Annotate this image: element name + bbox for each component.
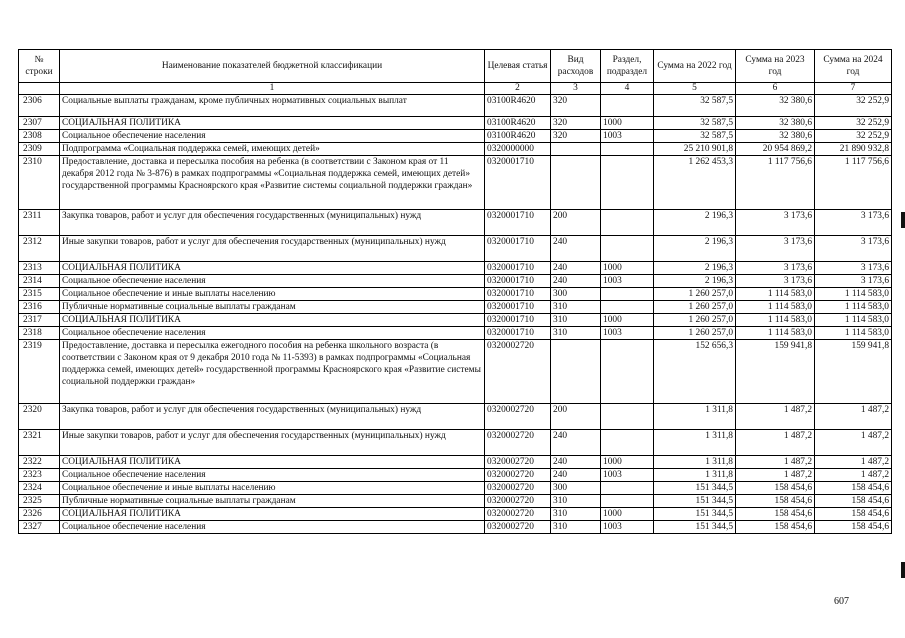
- sum-2024-cell: 3 173,6: [815, 262, 892, 275]
- row-number-cell: 2311: [19, 210, 60, 236]
- target-article-cell: 0320001710: [485, 262, 551, 275]
- expense-type-cell: 310: [551, 495, 601, 508]
- sum-2024-cell: 158 454,6: [815, 482, 892, 495]
- indicator-name-cell: СОЦИАЛЬНАЯ ПОЛИТИКА: [60, 314, 485, 327]
- section-cell: [601, 143, 654, 156]
- sum-2023-cell: 1 114 583,0: [736, 327, 815, 340]
- sum-2023-cell: 32 380,6: [736, 130, 815, 143]
- expense-type-cell: 300: [551, 288, 601, 301]
- sum-2024-cell: 1 487,2: [815, 469, 892, 482]
- sum-2024-cell: 1 114 583,0: [815, 327, 892, 340]
- expense-type-cell: 310: [551, 301, 601, 314]
- indicator-name-cell: Социальное обеспечение населения: [60, 469, 485, 482]
- sum-2022-cell: 1 311,8: [654, 456, 736, 469]
- sum-2023-cell: 3 173,6: [736, 210, 815, 236]
- page-number: 607: [834, 596, 849, 607]
- indicator-name-cell: СОЦИАЛЬНАЯ ПОЛИТИКА: [60, 262, 485, 275]
- section-cell: 1000: [601, 117, 654, 130]
- sum-2024-cell: 1 114 583,0: [815, 314, 892, 327]
- row-number-cell: 2326: [19, 508, 60, 521]
- scan-edge-mark: [901, 562, 905, 578]
- header-row-number: № строки: [19, 50, 60, 83]
- sum-2022-cell: 25 210 901,8: [654, 143, 736, 156]
- target-article-cell: 0320002720: [485, 430, 551, 456]
- table-row: [19, 508, 892, 521]
- sum-2024-cell: 3 173,6: [815, 275, 892, 288]
- row-number-cell: 2319: [19, 340, 60, 404]
- column-number: 1: [60, 83, 485, 95]
- section-cell: [601, 482, 654, 495]
- sum-2023-cell: 1 487,2: [736, 469, 815, 482]
- indicator-name-cell: Иные закупки товаров, работ и услуг для обеспечения государственных (муниципальных) нужд: [60, 236, 485, 262]
- target-article-cell: 0320000000: [485, 143, 551, 156]
- expense-type-cell: 310: [551, 521, 601, 534]
- target-article-cell: 0320002720: [485, 404, 551, 430]
- indicator-name-cell: Публичные нормативные социальные выплаты гражданам: [60, 301, 485, 314]
- target-article-cell: 0320002720: [485, 469, 551, 482]
- expense-type-cell: 240: [551, 275, 601, 288]
- row-number-cell: 2315: [19, 288, 60, 301]
- expense-type-cell: [551, 340, 601, 404]
- row-number-cell: 2316: [19, 301, 60, 314]
- section-cell: 1003: [601, 327, 654, 340]
- header-indicator-name: Наименование показателей бюджетной классификации: [60, 50, 485, 83]
- indicator-name-cell: Социальное обеспечение и иные выплаты населению: [60, 482, 485, 495]
- expense-type-cell: 200: [551, 404, 601, 430]
- sum-2024-cell: 158 454,6: [815, 521, 892, 534]
- sum-2022-cell: 1 260 257,0: [654, 314, 736, 327]
- table-row: [19, 95, 892, 117]
- section-cell: [601, 95, 654, 117]
- target-article-cell: 03100R4620: [485, 95, 551, 117]
- row-number-cell: 2321: [19, 430, 60, 456]
- sum-2023-cell: 1 487,2: [736, 404, 815, 430]
- sum-2024-cell: 32 252,9: [815, 130, 892, 143]
- expense-type-cell: 320: [551, 95, 601, 117]
- row-number-cell: 2308: [19, 130, 60, 143]
- target-article-cell: 0320001710: [485, 210, 551, 236]
- target-article-cell: 0320001710: [485, 301, 551, 314]
- row-number-cell: 2306: [19, 95, 60, 117]
- sum-2022-cell: 1 260 257,0: [654, 301, 736, 314]
- sum-2024-cell: 3 173,6: [815, 236, 892, 262]
- sum-2022-cell: 2 196,3: [654, 210, 736, 236]
- table-row: [19, 301, 892, 314]
- expense-type-cell: 320: [551, 130, 601, 143]
- table-row: [19, 117, 892, 130]
- section-cell: [601, 236, 654, 262]
- sum-2022-cell: 1 260 257,0: [654, 288, 736, 301]
- sum-2023-cell: 32 380,6: [736, 95, 815, 117]
- table-row: [19, 456, 892, 469]
- sum-2022-cell: 32 587,5: [654, 130, 736, 143]
- sum-2022-cell: 1 262 453,3: [654, 156, 736, 210]
- column-number: 7: [815, 83, 892, 95]
- target-article-cell: 0320002720: [485, 482, 551, 495]
- expense-type-cell: 310: [551, 327, 601, 340]
- row-number-cell: 2322: [19, 456, 60, 469]
- table-row: [19, 314, 892, 327]
- sum-2022-cell: 1 311,8: [654, 469, 736, 482]
- target-article-cell: 03100R4620: [485, 130, 551, 143]
- row-number-cell: 2327: [19, 521, 60, 534]
- sum-2024-cell: 158 454,6: [815, 495, 892, 508]
- sum-2022-cell: 32 587,5: [654, 95, 736, 117]
- section-cell: [601, 156, 654, 210]
- table-row: [19, 275, 892, 288]
- sum-2023-cell: 1 114 583,0: [736, 301, 815, 314]
- sum-2024-cell: 1 114 583,0: [815, 288, 892, 301]
- indicator-name-cell: Предоставление, доставка и пересылка пособия на ребенка (в соответствии с Законом края от 11 декабря 2012 года № 3-876) в рамках подпрограммы «Социальная поддержка семей, имеющих детей» государственной программы Красноярского края «Развитие системы социальной поддержки граждан»: [60, 156, 485, 210]
- sum-2023-cell: 3 173,6: [736, 262, 815, 275]
- sum-2024-cell: 159 941,8: [815, 340, 892, 404]
- column-number: 5: [654, 83, 736, 95]
- section-cell: 1003: [601, 275, 654, 288]
- row-number-cell: 2307: [19, 117, 60, 130]
- header-target-article: Целевая статья: [485, 50, 551, 83]
- row-number-cell: 2318: [19, 327, 60, 340]
- sum-2023-cell: 20 954 869,2: [736, 143, 815, 156]
- expense-type-cell: 240: [551, 456, 601, 469]
- target-article-cell: 0320002720: [485, 495, 551, 508]
- indicator-name-cell: Социальное обеспечение населения: [60, 275, 485, 288]
- sum-2023-cell: 1 114 583,0: [736, 288, 815, 301]
- table-row: [19, 521, 892, 534]
- sum-2022-cell: 152 656,3: [654, 340, 736, 404]
- section-cell: 1003: [601, 521, 654, 534]
- indicator-name-cell: Социальное обеспечение населения: [60, 130, 485, 143]
- sum-2023-cell: 158 454,6: [736, 508, 815, 521]
- target-article-cell: 0320001710: [485, 327, 551, 340]
- row-number-cell: 2325: [19, 495, 60, 508]
- indicator-name-cell: Публичные нормативные социальные выплаты гражданам: [60, 495, 485, 508]
- header-expense-type: Вид расходов: [551, 50, 601, 83]
- sum-2023-cell: 3 173,6: [736, 275, 815, 288]
- section-cell: 1003: [601, 469, 654, 482]
- expense-type-cell: 300: [551, 482, 601, 495]
- table-body: [19, 95, 892, 534]
- table-row: [19, 262, 892, 275]
- sum-2023-cell: 1 487,2: [736, 456, 815, 469]
- row-number-cell: 2320: [19, 404, 60, 430]
- indicator-name-cell: Социальное обеспечение и иные выплаты населению: [60, 288, 485, 301]
- section-cell: [601, 340, 654, 404]
- row-number-cell: 2324: [19, 482, 60, 495]
- sum-2024-cell: 158 454,6: [815, 508, 892, 521]
- section-cell: 1000: [601, 508, 654, 521]
- indicator-name-cell: Предоставление, доставка и пересылка ежегодного пособия на ребенка школьного возраста (в соответствии с Законом края от 9 декабря 2010 года № 11-5393) в рамках подпрограммы «Социальная поддержка семей, имеющих детей» государственной программы Красноярского края «Развитие системы социальной поддержки граждан»: [60, 340, 485, 404]
- target-article-cell: 0320001710: [485, 156, 551, 210]
- target-article-cell: 0320002720: [485, 521, 551, 534]
- expense-type-cell: 240: [551, 430, 601, 456]
- sum-2024-cell: 1 117 756,6: [815, 156, 892, 210]
- sum-2023-cell: 3 173,6: [736, 236, 815, 262]
- table-row: [19, 340, 892, 404]
- indicator-name-cell: Подпрограмма «Социальная поддержка семей, имеющих детей»: [60, 143, 485, 156]
- table-header: [19, 50, 892, 95]
- indicator-name-cell: Иные закупки товаров, работ и услуг для обеспечения государственных (муниципальных) нужд: [60, 430, 485, 456]
- expense-type-cell: 240: [551, 236, 601, 262]
- header-sum-2023: Сумма на 2023 год: [736, 50, 815, 83]
- expense-type-cell: [551, 143, 601, 156]
- column-number: 4: [601, 83, 654, 95]
- budget-table: [18, 49, 892, 534]
- sum-2022-cell: 1 311,8: [654, 404, 736, 430]
- column-number: 3: [551, 83, 601, 95]
- table-row: [19, 143, 892, 156]
- indicator-name-cell: Социальное обеспечение населения: [60, 521, 485, 534]
- sum-2023-cell: 32 380,6: [736, 117, 815, 130]
- expense-type-cell: 200: [551, 210, 601, 236]
- indicator-name-cell: Социальные выплаты гражданам, кроме публичных нормативных социальных выплат: [60, 95, 485, 117]
- header-sum-2024: Сумма на 2024 год: [815, 50, 892, 83]
- section-cell: 1000: [601, 262, 654, 275]
- table-row: [19, 210, 892, 236]
- sum-2022-cell: 151 344,5: [654, 482, 736, 495]
- row-number-cell: 2310: [19, 156, 60, 210]
- indicator-name-cell: СОЦИАЛЬНАЯ ПОЛИТИКА: [60, 456, 485, 469]
- column-number: 2: [485, 83, 551, 95]
- indicator-name-cell: Закупка товаров, работ и услуг для обеспечения государственных (муниципальных) нужд: [60, 210, 485, 236]
- sum-2022-cell: 151 344,5: [654, 521, 736, 534]
- table-row: [19, 236, 892, 262]
- expense-type-cell: 240: [551, 469, 601, 482]
- section-cell: [601, 404, 654, 430]
- sum-2023-cell: 158 454,6: [736, 521, 815, 534]
- table-row: [19, 288, 892, 301]
- target-article-cell: 0320001710: [485, 314, 551, 327]
- sum-2023-cell: 159 941,8: [736, 340, 815, 404]
- column-number: 6: [736, 83, 815, 95]
- sum-2022-cell: 1 260 257,0: [654, 327, 736, 340]
- section-cell: [601, 430, 654, 456]
- sum-2022-cell: 2 196,3: [654, 262, 736, 275]
- sum-2024-cell: 1 487,2: [815, 404, 892, 430]
- section-cell: 1000: [601, 456, 654, 469]
- sum-2024-cell: 3 173,6: [815, 210, 892, 236]
- table-row: [19, 495, 892, 508]
- table-row: [19, 404, 892, 430]
- sum-2022-cell: 2 196,3: [654, 275, 736, 288]
- target-article-cell: 0320002720: [485, 340, 551, 404]
- indicator-name-cell: Социальное обеспечение населения: [60, 327, 485, 340]
- sum-2024-cell: 32 252,9: [815, 95, 892, 117]
- target-article-cell: 0320001710: [485, 275, 551, 288]
- indicator-name-cell: Закупка товаров, работ и услуг для обеспечения государственных (муниципальных) нужд: [60, 404, 485, 430]
- row-number-cell: 2312: [19, 236, 60, 262]
- sum-2023-cell: 1 114 583,0: [736, 314, 815, 327]
- sum-2022-cell: 1 311,8: [654, 430, 736, 456]
- expense-type-cell: 320: [551, 117, 601, 130]
- indicator-name-cell: СОЦИАЛЬНАЯ ПОЛИТИКА: [60, 508, 485, 521]
- sum-2022-cell: 151 344,5: [654, 495, 736, 508]
- section-cell: [601, 288, 654, 301]
- row-number-cell: 2309: [19, 143, 60, 156]
- sum-2023-cell: 158 454,6: [736, 482, 815, 495]
- sum-2023-cell: 1 117 756,6: [736, 156, 815, 210]
- expense-type-cell: 310: [551, 314, 601, 327]
- sum-2023-cell: 1 487,2: [736, 430, 815, 456]
- section-cell: [601, 301, 654, 314]
- row-number-cell: 2317: [19, 314, 60, 327]
- header-sum-2022: Сумма на 2022 год: [654, 50, 736, 83]
- scan-edge-mark: [901, 212, 905, 228]
- expense-type-cell: 310: [551, 508, 601, 521]
- sum-2024-cell: 1 114 583,0: [815, 301, 892, 314]
- indicator-name-cell: СОЦИАЛЬНАЯ ПОЛИТИКА: [60, 117, 485, 130]
- column-number-row: [19, 83, 892, 95]
- target-article-cell: 0320002720: [485, 456, 551, 469]
- table-row: [19, 327, 892, 340]
- target-article-cell: 0320001710: [485, 236, 551, 262]
- column-number: [19, 83, 60, 95]
- sum-2022-cell: 151 344,5: [654, 508, 736, 521]
- expense-type-cell: [551, 156, 601, 210]
- row-number-cell: 2323: [19, 469, 60, 482]
- sum-2022-cell: 2 196,3: [654, 236, 736, 262]
- sum-2022-cell: 32 587,5: [654, 117, 736, 130]
- section-cell: 1003: [601, 130, 654, 143]
- table-row: [19, 130, 892, 143]
- row-number-cell: 2313: [19, 262, 60, 275]
- section-cell: [601, 495, 654, 508]
- sum-2024-cell: 1 487,2: [815, 430, 892, 456]
- sum-2023-cell: 158 454,6: [736, 495, 815, 508]
- sum-2024-cell: 1 487,2: [815, 456, 892, 469]
- table-row: [19, 469, 892, 482]
- target-article-cell: 0320001710: [485, 288, 551, 301]
- sum-2024-cell: 21 890 932,8: [815, 143, 892, 156]
- row-number-cell: 2314: [19, 275, 60, 288]
- target-article-cell: 03100R4620: [485, 117, 551, 130]
- section-cell: [601, 210, 654, 236]
- expense-type-cell: 240: [551, 262, 601, 275]
- table-row: [19, 430, 892, 456]
- table-row: [19, 156, 892, 210]
- table-row: [19, 482, 892, 495]
- target-article-cell: 0320002720: [485, 508, 551, 521]
- sum-2024-cell: 32 252,9: [815, 117, 892, 130]
- section-cell: 1000: [601, 314, 654, 327]
- header-section: Раздел, подраздел: [601, 50, 654, 83]
